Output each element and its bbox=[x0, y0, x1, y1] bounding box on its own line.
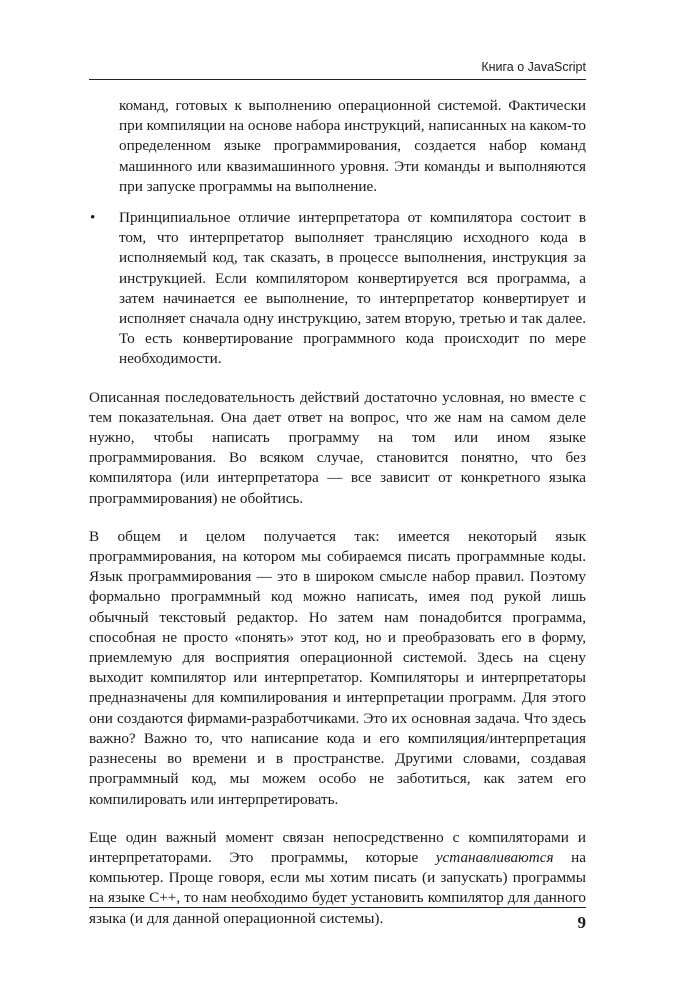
paragraph-3-emphasis: устанавливаются bbox=[435, 848, 554, 866]
running-head-title: Книга о JavaScript bbox=[481, 60, 586, 74]
bullet-icon: • bbox=[90, 209, 96, 227]
bullet-continuation-text: команд, готовых к выполнению операционной системой. Фактически при компиляции на основе набора инструкций, написанных на каком-то определенном языке программирования, создается набор команд машинного или квазимашинного уровня. Эти команды и выполняются при запуске программы на выполнение. bbox=[119, 97, 586, 195]
paragraph-1: Описанная последовательность действий достаточно условная, но вместе с тем показательная. Она дает ответ на вопрос, что же нам на самом деле нужно, чтобы написать программу на том или ином языке программирования. Во всяком случае, становится понятно, что без компилятора (или интерпретатора — все зависит от конкретного языка программирования) не обойтись. bbox=[89, 388, 586, 507]
page-body bbox=[89, 96, 586, 929]
paragraph-3-end: на компьютер. Проще говоря, если мы хотим писать (и запускать) программы на языке C++, то нам необходимо будет установить компилятор для данного языка (и для данной операционной системы). bbox=[89, 848, 586, 927]
bullet-item-continuation bbox=[89, 96, 586, 197]
paragraph-3-start: Еще один важный момент связан непосредственно с компиляторами и интерпретаторами. Это программы, которые bbox=[89, 828, 586, 866]
running-head bbox=[89, 60, 586, 80]
bullet-item-interpreter bbox=[89, 208, 586, 370]
bullet-item-text: Принципиальное отличие интерпретатора от компилятора состоит в том, что интерпретатор выполняет трансляцию исходного кода в исполняемый код, так сказать, в процессе выполнения, инструкция за инструкцией. Если компилятором конвертируется вся программа, а затем начинается ее выполнение, то интерпретатор конвертирует и исполняет сначала одну инструкцию, затем вторую, третью и так далее. То есть конвертирование программного кода происходит по мере необходимости. bbox=[119, 209, 586, 368]
footer-rule bbox=[89, 907, 586, 908]
page-number: 9 bbox=[577, 913, 586, 932]
paragraph-2: В общем и целом получается так: имеется некоторый язык программирования, на котором мы собираемся писать программные коды. Язык программирования — это в широком смысле набор правил. Поэтому формально программный код можно написать, имея под рукой лишь обычный текстовый редактор. Но затем нам понадобится программа, способная не просто «понять» этот код, но и преобразовать его в форму, приемлемую для восприятия операционной системой. Здесь на сцену выходит компилятор или интерпретатор. Компиляторы и интерпретаторы предназначены для компилирования и интерпретации программ. Для этого они создаются фирмами-разработчиками. Это их основная задача. Что здесь важно? Важно то, что написание кода и его компиляция/интерпретация разнесены во времени и в пространстве. Другими словами, создавая программный код, мы можем особо не заботиться, как затем его компилировать или интерпретировать. bbox=[89, 527, 586, 808]
